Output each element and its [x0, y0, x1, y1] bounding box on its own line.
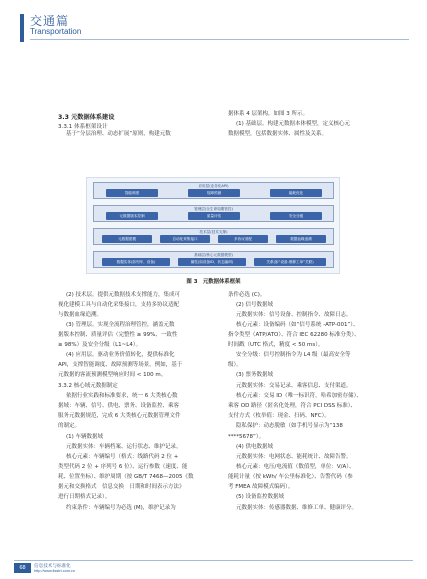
diagram-module: 质量评估 [188, 212, 240, 220]
paragraph-line: 核心元素：电压/电流值（数值型，单位：V/A）、 [236, 464, 355, 470]
paragraph-line: API，支撑智能调度、故障预测等场景。例如，基于 [58, 362, 183, 368]
diagram-module: 自动化采集接口 [160, 235, 210, 243]
paragraph-line: 隐私保护：动态脱敏（如手机号显示为“138 [236, 423, 343, 429]
diagram-layer-application [93, 182, 334, 199]
paragraph-line: 基于“分层治理、动态扩展”原则，构建元数 [66, 131, 171, 137]
paragraph-line: (3) 管理层。实现全流程治理管控，涵盖元数 [66, 322, 175, 328]
architecture-diagram [86, 177, 340, 274]
paragraph-line: 指令类型（ATP/ATO）、符合 IEC 62280 标准分类）、 [228, 332, 360, 338]
subsection-heading: 3.3.2 核心域元数据制定 [58, 383, 118, 389]
footer-divider [14, 560, 413, 561]
paragraph-line: 服务元数据规范，完成 6 大类核心元数据管理文件 [58, 413, 181, 419]
paragraph-line: 能耗计量（按 kWh/ 车公里标准化）、告警代码（参 [228, 474, 353, 480]
article-subsection-title: 3.3.1 体系框架设计 [58, 124, 108, 130]
paragraph-line: ≥ 98%）及安全分级（L1~L4）。 [58, 342, 142, 348]
diagram-module: 故障预测 [188, 189, 240, 197]
domain-heading: (5) 设备监控数据域 [236, 494, 285, 500]
paragraph-line: (4) 应用层。驱动业务价值转化，提供标准化 [66, 352, 175, 358]
paragraph-line: 进行日期格式记录）。 [58, 494, 111, 500]
paragraph-line: 数据模型，包括数据实体、属性及关系。 [228, 131, 328, 137]
paragraph-line: 支付方式（枚举值：现金、扫码、NFC）。 [228, 413, 330, 419]
layer-title: 技术层(技术支撑) [199, 230, 228, 234]
diagram-module: 元数据建模 [102, 235, 152, 243]
diagram-module: 数据实体(如列车、设备) [102, 258, 170, 266]
domain-heading: (3) 票务数据域 [236, 372, 274, 378]
paragraph-line: 核心元素：交易 ID（唯一标识符，哈希加密存储）、 [236, 393, 362, 399]
paragraph-line: 据域：车辆、信号、供电、票务、设备监控、乘客 [58, 403, 180, 409]
paragraph-line: (2) 技术层。提供元数据技术支撑能力，集成可 [66, 292, 181, 298]
layer-title: 应用层(业务化API) [198, 184, 229, 188]
header-accent-bar [20, 14, 24, 42]
paragraph-line: 条件必选 (C)。 [228, 292, 266, 298]
paragraph-line: 乘客 OD 路径（匿名化处理，符合 PCI DSS 标准）、 [228, 403, 357, 409]
paragraph-line: 元数据实体：传感器数据、维修工单、健康评分。 [236, 505, 358, 511]
diagram-module: 关系(如“设备-维修工单”关联) [254, 258, 326, 266]
paragraph-line: 元数据实体：电网状态、能耗统计、故障告警。 [236, 454, 352, 460]
paragraph-line: (1) 基础层。构建元数据本体模型，定义核心元 [236, 121, 351, 127]
section-title-cn: 交通篇 [30, 14, 70, 28]
paragraph-line: 元数据的客流预测模型响应时间 < 100 m。 [58, 372, 167, 378]
domain-heading: (4) 供电数据域 [236, 444, 274, 450]
paragraph-line: 据元和交换格式 信息交换 日期和时间表示方法》 [58, 484, 185, 490]
header-divider [30, 39, 409, 40]
diagram-module: 能耗优化 [270, 189, 322, 197]
diagram-module: 智能调度 [106, 189, 158, 197]
paragraph-line: ****5678”）。 [228, 434, 265, 440]
section-title-en: Transportation [30, 27, 82, 36]
diagram-module: 安全分级 [270, 212, 322, 220]
paragraph-line: 核心元素：车辆编号（格式：线路代码 2 位 + [66, 454, 179, 460]
article-section-title: 3.3 元数据体系建设 [58, 114, 115, 121]
journal-url[interactable]: http://www.itsstrt.com.cn [34, 569, 75, 573]
paragraph-line: 耗、位置坐标）、维护周期（按 GB/T 7468—2005《数 [58, 474, 194, 480]
paragraph-line: 类型代码 2 位 + 序列号 6 位）、运行参数（速度、能 [58, 464, 188, 470]
diagram-module: 属性(如设备ID、状态编码) [178, 258, 246, 266]
diagram-layer-management [93, 205, 334, 222]
paragraph-line: 核心元素：设备编码（如“信号系统 -ATP-001”）、 [236, 322, 359, 328]
domain-heading: (2) 信号数据域 [236, 302, 274, 308]
paragraph-line: 依据行业实践和标准要求，统一 6 大类核心数 [66, 393, 178, 399]
paragraph-line: 安全分级：信号控制指令为 L4 级（最高安全等 [236, 352, 351, 358]
paragraph-line: 级）。 [228, 362, 242, 368]
paragraph-line: 元数据实体：交易记录、乘客信息、支付渠道。 [236, 383, 352, 389]
diagram-layer-technology [93, 228, 334, 245]
diagram-module: 数据血缘追溯 [276, 235, 326, 243]
paragraph-line: 元数据实体：车辆档案、运行状态、维护记录。 [66, 444, 182, 450]
paragraph-line: 时间戳（UTC 格式，精度 < 50 ms）。 [228, 342, 324, 348]
paragraph-line: 元数据实体：信号设备、控制指令、故障日志。 [236, 312, 352, 318]
paragraph-line: 与数据血缘追溯。 [58, 312, 103, 318]
paragraph-line: 据版本控制、质量评估（完整性 ≥ 99%、一致性 [58, 332, 178, 338]
diagram-module: 元数据版本控制 [106, 212, 158, 220]
layer-title: 基础层(核心元数据模型) [194, 253, 233, 257]
layer-title: 管理层(全生命周期管控) [194, 207, 233, 211]
diagram-layer-foundation [93, 251, 334, 268]
paragraph-line: 的制定。 [58, 423, 81, 429]
paragraph-line: 约束条件：车辆编号为必选 (M)，维护记录为 [66, 505, 176, 511]
paragraph-line: 考 FMEA 故障模式编码）。 [228, 484, 294, 490]
paragraph-line: 视化建模工具与自动化采集接口，支持多协议适配 [58, 302, 180, 308]
domain-heading: (1) 车辆数据域 [66, 434, 104, 440]
page-number: 68 [14, 563, 31, 573]
diagram-module: 多协议适配 [218, 235, 268, 243]
journal-name: 信息技术与标准化 [34, 564, 71, 569]
figure-caption: 图 3 元数据体系框架 [186, 279, 241, 285]
paragraph-line: 据体系 4 层架构，如图 3 所示。 [228, 111, 308, 117]
